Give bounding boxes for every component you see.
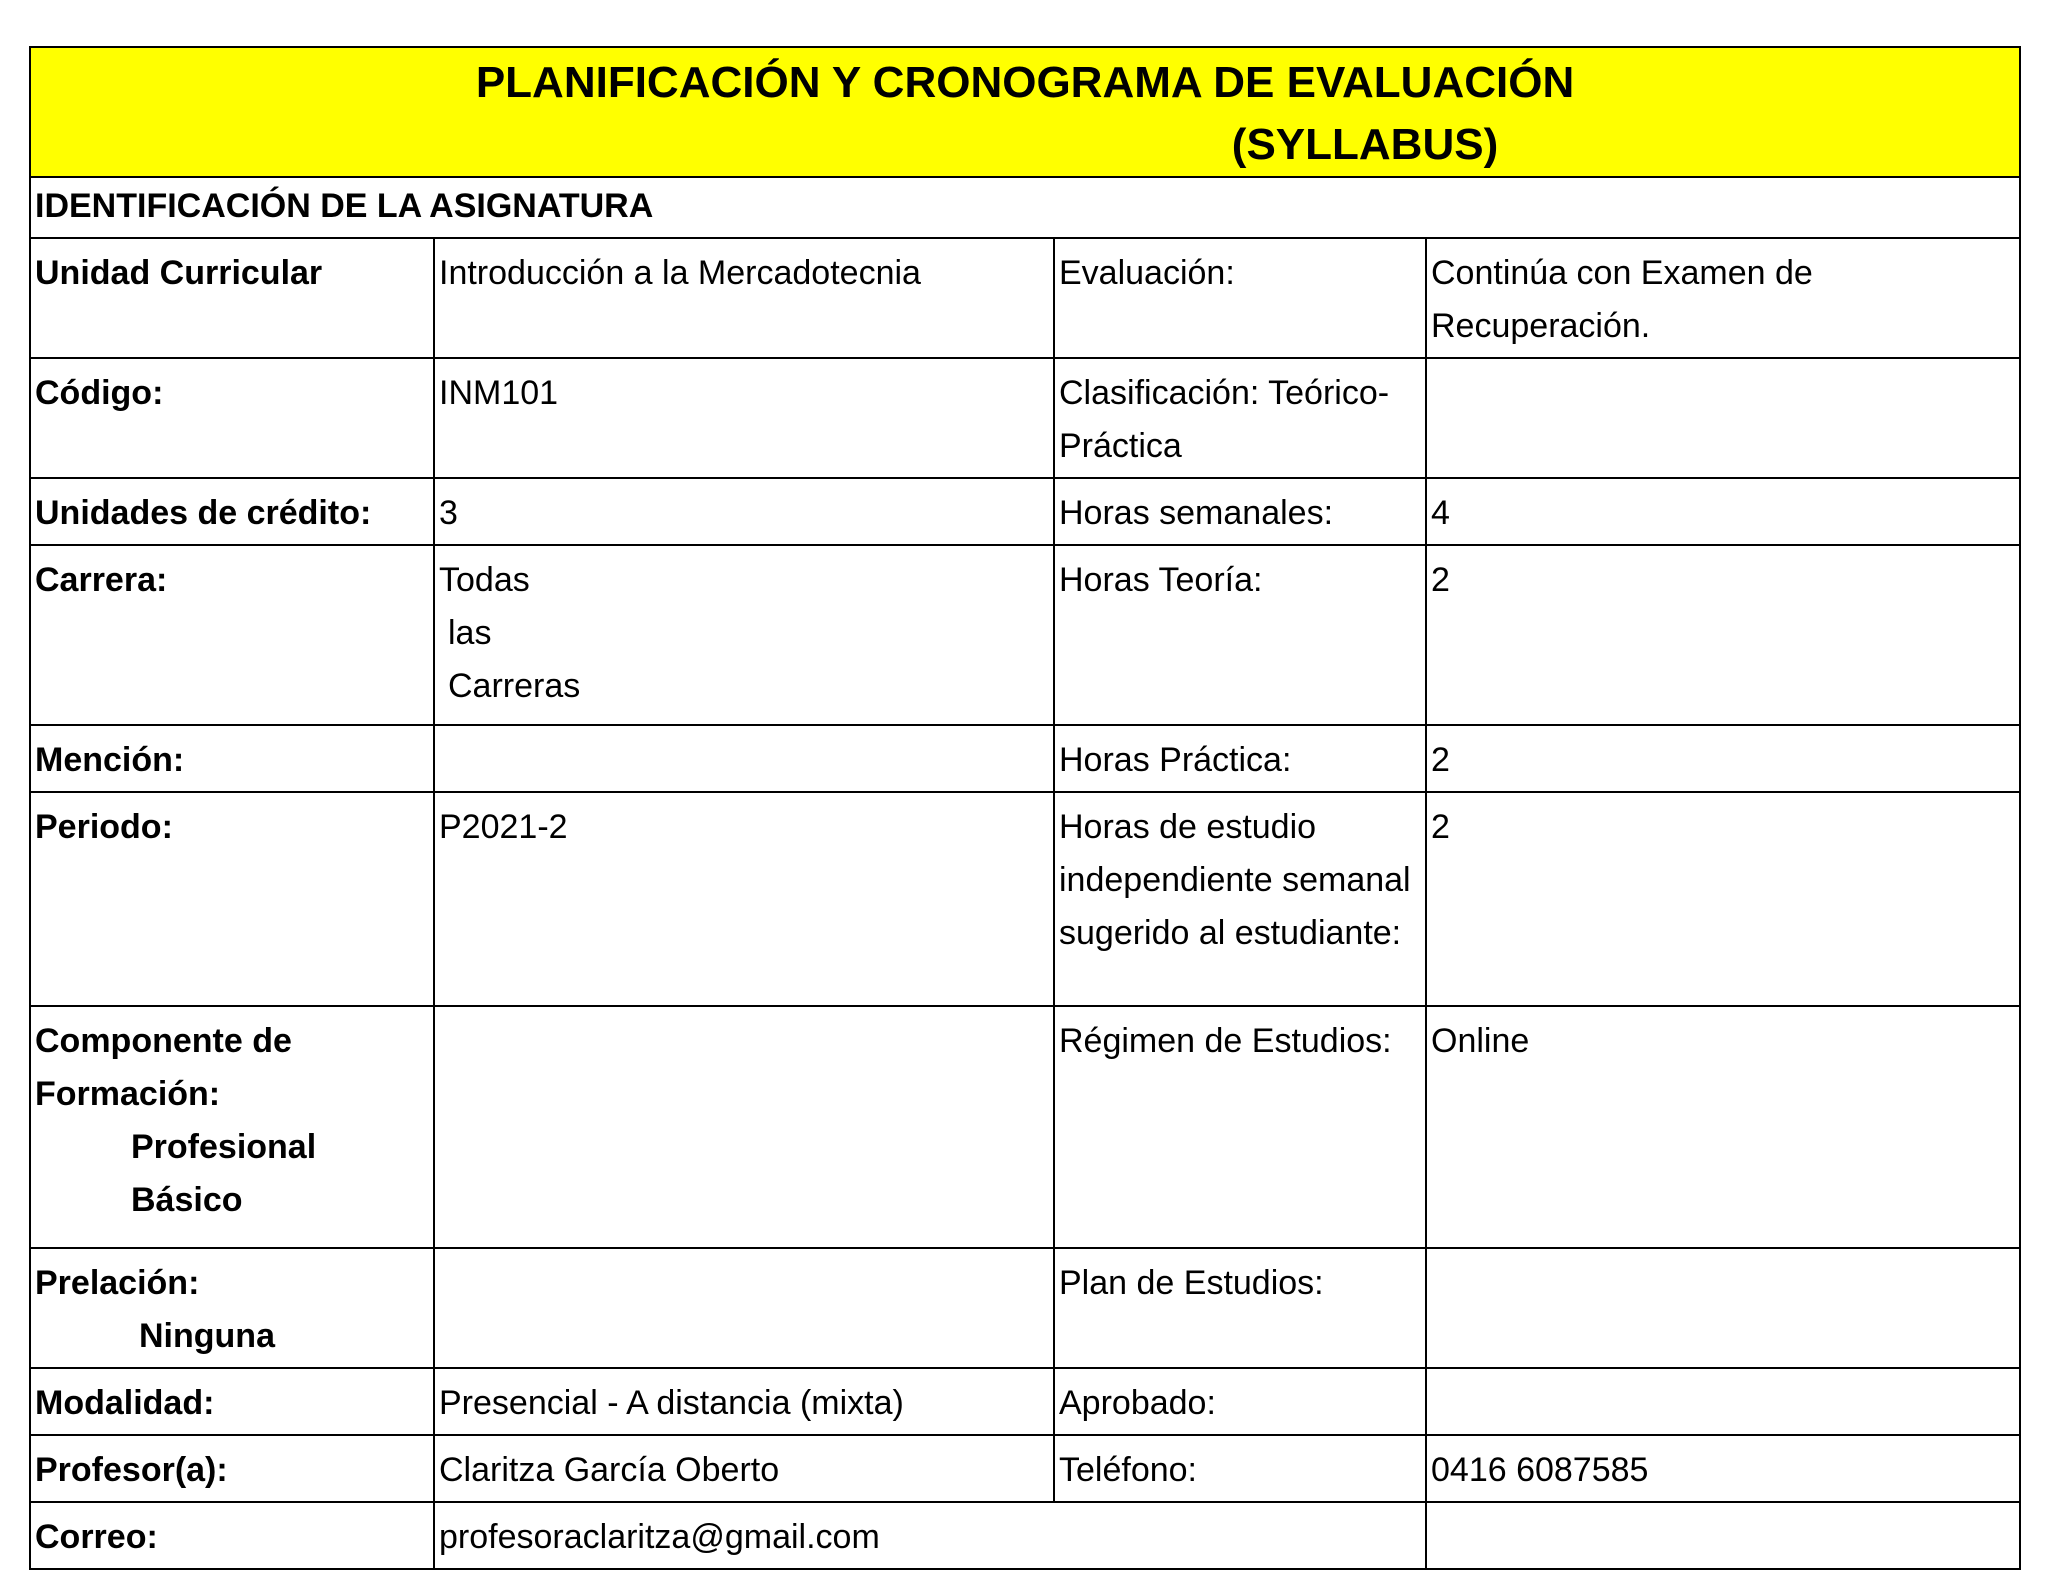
section-row [30, 177, 2020, 238]
page-title: PLANIFICACIÓN Y CRONOGRAMA DE EVALUACIÓN [475, 58, 1575, 107]
telefono-value: 0416 6087585 [1426, 1435, 2020, 1502]
horas-teoria-label: Horas Teoría: [1054, 545, 1426, 725]
horas-teoria-value: 2 [1426, 545, 2020, 725]
mencion-value [434, 725, 1054, 792]
title-cell [30, 47, 2020, 177]
carrera-value-line2: las [448, 614, 492, 652]
carrera-value-line1: Todas [439, 561, 530, 599]
horas-practica-label: Horas Práctica: [1054, 725, 1426, 792]
componente-label [30, 1006, 434, 1248]
unidad-curricular-label: Unidad Curricular [30, 238, 434, 358]
regimen-estudios-label: Régimen de Estudios: [1054, 1006, 1426, 1248]
profesor-value: Claritza García Oberto [434, 1435, 1054, 1502]
prelacion-label-text: Prelación: [35, 1264, 200, 1302]
telefono-label: Teléfono: [1054, 1435, 1426, 1502]
row-unidad-curricular [30, 238, 2020, 358]
title-row [30, 47, 2020, 177]
plan-estudios-value [1426, 1248, 2020, 1368]
componente-label-line2: Formación: [35, 1075, 221, 1113]
evaluacion-label: Evaluación: [1054, 238, 1426, 358]
codigo-value: INM101 [434, 358, 1054, 478]
row-periodo [30, 792, 2020, 1006]
profesor-label: Profesor(a): [30, 1435, 434, 1502]
componente-label-line1: Componente de [35, 1022, 292, 1060]
regimen-estudios-value: Online [1426, 1006, 2020, 1248]
horas-semanales-value: 4 [1426, 478, 2020, 545]
row-profesor [30, 1435, 2020, 1502]
syllabus-table [29, 46, 2021, 1570]
correo-label: Correo: [30, 1502, 434, 1569]
row-componente [30, 1006, 2020, 1248]
clasificacion-value [1426, 358, 2020, 478]
modalidad-value: Presencial - A distancia (mixta) [434, 1368, 1054, 1435]
syllabus-sheet [29, 46, 2019, 1570]
prelacion-value [434, 1248, 1054, 1368]
row-mencion [30, 725, 2020, 792]
aprobado-label: Aprobado: [1054, 1368, 1426, 1435]
horas-estudio-independiente-value: 2 [1426, 792, 2020, 1006]
horas-semanales-label: Horas semanales: [1054, 478, 1426, 545]
componente-option-profesional: Profesional [131, 1128, 317, 1166]
horas-practica-value: 2 [1426, 725, 2020, 792]
unidades-credito-label: Unidades de crédito: [30, 478, 434, 545]
row-prelacion [30, 1248, 2020, 1368]
codigo-label: Código: [30, 358, 434, 478]
unidad-curricular-value: Introducción a la Mercadotecnia [434, 238, 1054, 358]
periodo-label: Periodo: [30, 792, 434, 1006]
clasificacion-label: Clasificación: Teórico-Práctica [1054, 358, 1426, 478]
periodo-value: P2021-2 [434, 792, 1054, 1006]
evaluacion-value: Continúa con Examen de Recuperación. [1426, 238, 2020, 358]
correo-value: profesoraclaritza@gmail.com [434, 1502, 1426, 1569]
modalidad-label: Modalidad: [30, 1368, 434, 1435]
mencion-label: Mención: [30, 725, 434, 792]
plan-estudios-label: Plan de Estudios: [1054, 1248, 1426, 1368]
prelacion-label [30, 1248, 434, 1368]
horas-estudio-independiente-label: Horas de estudio independiente semanal sugerido al estudiante: [1054, 792, 1426, 1006]
section-heading: IDENTIFICACIÓN DE LA ASIGNATURA [30, 177, 2020, 238]
carrera-value-line3: Carreras [448, 667, 581, 705]
row-carrera [30, 545, 2020, 725]
aprobado-value [1426, 1368, 2020, 1435]
row-unidades-credito [30, 478, 2020, 545]
carrera-value [434, 545, 1054, 725]
componente-option-basico: Básico [131, 1181, 243, 1219]
prelacion-option-ninguna: Ninguna [139, 1317, 275, 1355]
componente-value [434, 1006, 1054, 1248]
page-subtitle: (SYLLABUS) [1231, 120, 1499, 169]
row-codigo [30, 358, 2020, 478]
row-modalidad [30, 1368, 2020, 1435]
unidades-credito-value: 3 [434, 478, 1054, 545]
carrera-label: Carrera: [30, 545, 434, 725]
